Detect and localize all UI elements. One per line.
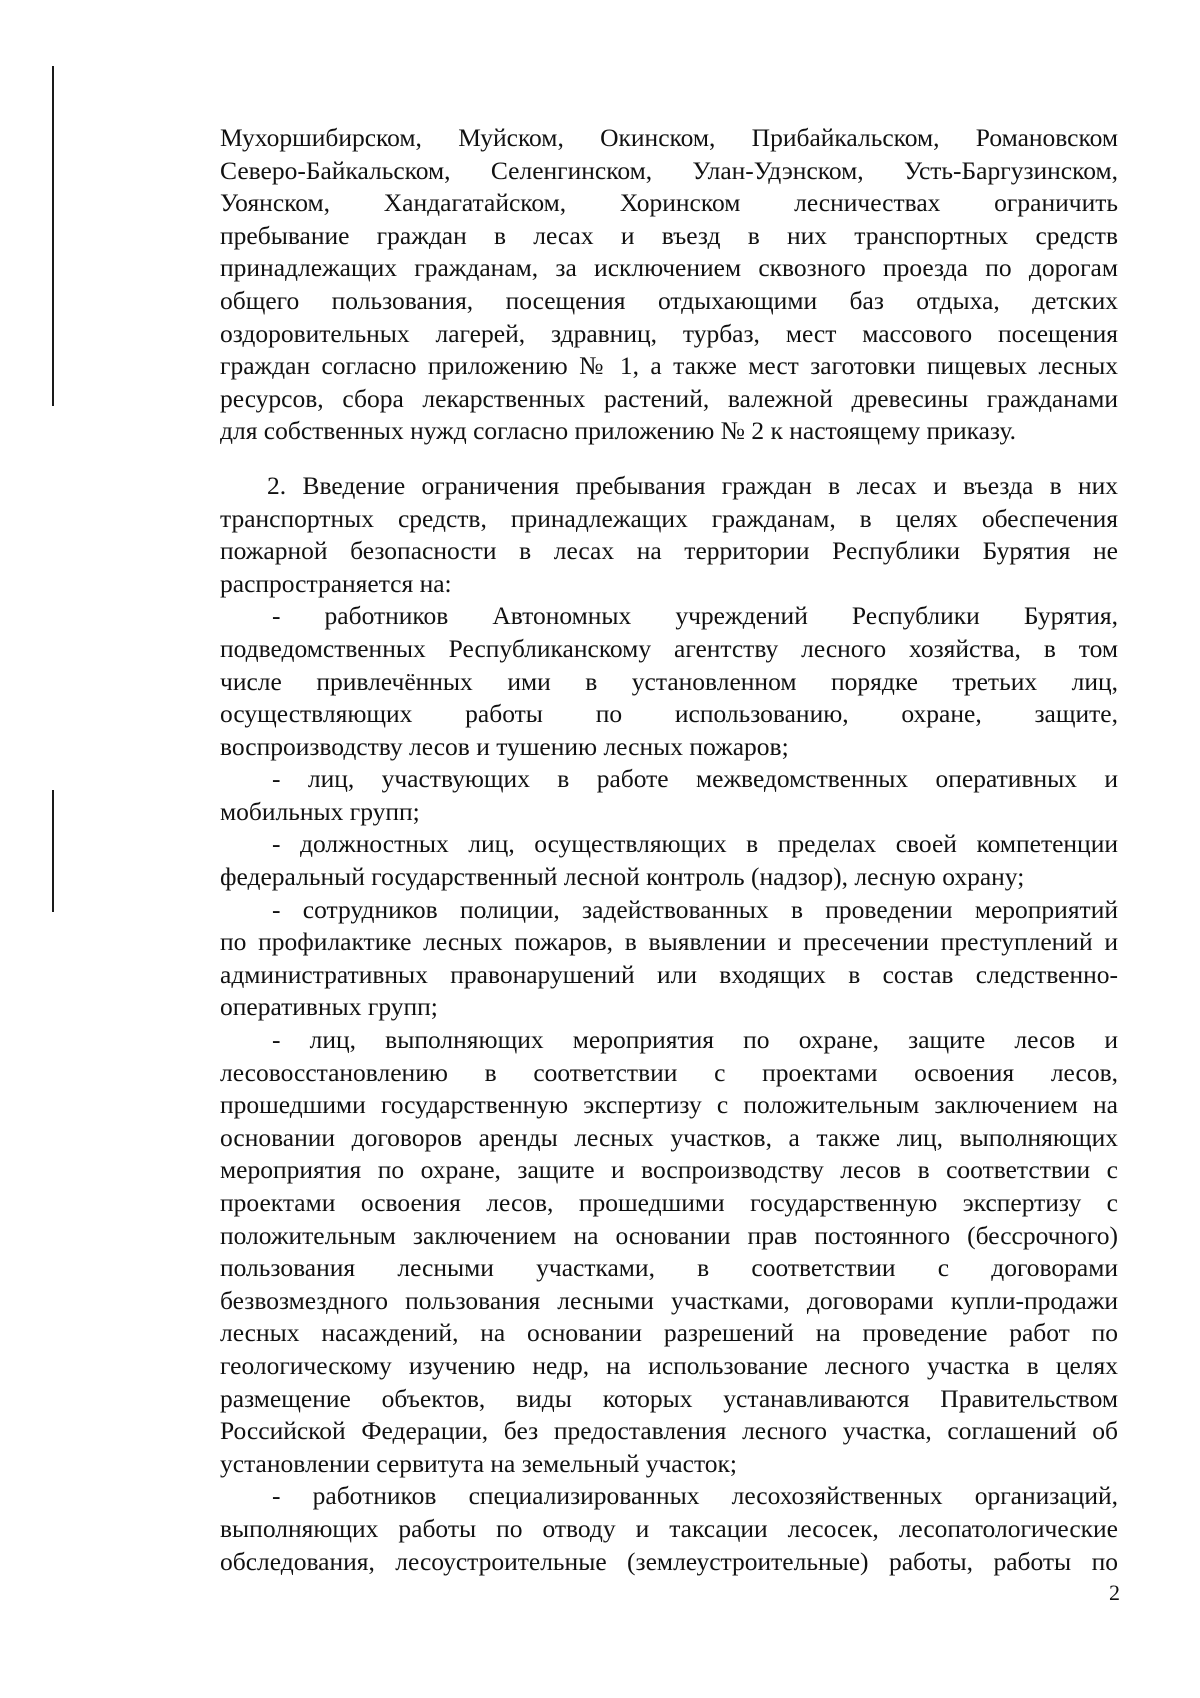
document-body	[220, 122, 1118, 1578]
page-number: 2	[1109, 1580, 1120, 1605]
text-line: мобильных групп;	[220, 796, 420, 826]
text-line: административных правонарушений или входящих в состав следственно-	[220, 959, 1118, 989]
text-line: пожарной безопасности в лесах на территории Республики Бурятия не	[220, 536, 1118, 566]
text-line: оздоровительных лагерей, здравниц, турбаз, мест массового посещения	[220, 318, 1118, 348]
text-line: - лиц, выполняющих мероприятия по охране, защите лесов и	[272, 1025, 1118, 1055]
text-line: - работников Автономных учреждений Республики Бурятия,	[272, 601, 1118, 631]
list-item-forestry-organizations	[220, 1480, 1118, 1578]
text-line: пребывание граждан в лесах и въезд в них транспортных средств	[220, 220, 1118, 250]
text-line: федеральный государственный лесной контроль (надзор), лесную охрану;	[220, 862, 1025, 892]
text-line: воспроизводству лесов и тушению лесных пожаров;	[220, 731, 789, 761]
list-item-forest-control-officials	[220, 828, 1118, 893]
text-line: осуществляющих работы по использованию, охране, защите,	[220, 699, 1118, 729]
paragraph-continuation	[220, 122, 1118, 448]
text-line: общего пользования, посещения отдыхающими баз отдыха, детских	[220, 285, 1118, 315]
text-line: Мухоршибирском, Муйском, Окинском, Прибайкальском, Романовском	[220, 123, 1118, 152]
text-line: геологическому изучению недр, на использование лесного участка в целях	[220, 1350, 1118, 1380]
paragraph-section-2	[220, 470, 1118, 600]
text-line: принадлежащих гражданам, за исключением сквозного проезда по дорогам	[220, 253, 1118, 283]
text-line: Северо-Байкальском, Селенгинском, Улан-Удэнском, Усть-Баргузинском,	[220, 155, 1118, 185]
text-line: ресурсов, сбора лекарственных растений, валежной древесины гражданами	[220, 383, 1118, 413]
text-line: оперативных групп;	[220, 992, 438, 1022]
text-line: обследования, лесоустроительные (землеустроительные) работы, работы по	[220, 1546, 1118, 1576]
text-line: Уоянском, Хандагатайском, Хоринском лесничествах ограничить	[220, 188, 1118, 218]
text-line: мероприятия по охране, защите и воспроизводству лесов в соответствии с	[220, 1155, 1118, 1185]
text-line: основании договоров аренды лесных участков, а также лиц, выполняющих	[220, 1122, 1118, 1152]
text-line: проектами освоения лесов, прошедшими государственную экспертизу с	[220, 1188, 1118, 1217]
text-line: граждан согласно приложению № 1, а также мест заготовки пищевых лесных	[220, 351, 1118, 381]
text-line: по профилактике лесных пожаров, в выявлении и пресечении преступлений и	[220, 927, 1118, 957]
text-line: числе привлечённых ими в установленном порядке третьих лиц,	[220, 666, 1118, 696]
list-item-mobile-groups	[220, 763, 1118, 828]
text-line: - должностных лиц, осуществляющих в пределах своей компетенции	[272, 829, 1118, 859]
text-line: - лиц, участвующих в работе межведомственных оперативных и	[272, 764, 1118, 794]
scan-margin-line	[52, 790, 54, 912]
paragraph-spacer	[220, 448, 1118, 470]
text-line: безвозмездного пользования лесными участками, договорами купли-продажи	[220, 1285, 1118, 1315]
text-line: установлении сервитута на земельный участок;	[220, 1448, 737, 1478]
text-line: для собственных нужд согласно приложению № 2 к настоящему приказу.	[220, 416, 1017, 446]
text-line: подведомственных Республиканскому агентству лесного хозяйства, в том	[220, 633, 1118, 663]
text-line: - работников специализированных лесохозяйственных организаций,	[272, 1481, 1118, 1511]
text-line: положительным заключением на основании прав постоянного (бессрочного)	[220, 1220, 1118, 1250]
scan-margin-line	[52, 66, 54, 406]
text-line: 2. Введение ограничения пребывания граждан в лесах и въезда в них	[267, 470, 1118, 500]
text-line: выполняющих работы по отводу и таксации лесосек, лесопатологические	[220, 1513, 1118, 1543]
text-line: прошедшими государственную экспертизу с положительным заключением на	[220, 1090, 1118, 1120]
text-line: лесных насаждений, на основании разрешений на проведение работ по	[220, 1318, 1118, 1348]
text-line: размещение объектов, виды которых устанавливаются Правительством	[220, 1383, 1118, 1413]
list-item-forest-protection-works	[220, 1024, 1118, 1480]
list-item-autonomous-institutions	[220, 600, 1118, 763]
text-line: - сотрудников полиции, задействованных в проведении мероприятий	[272, 894, 1118, 924]
list-item-police-officers	[220, 894, 1118, 1024]
text-line: Российской Федерации, без предоставления лесного участка, соглашений об	[220, 1416, 1118, 1446]
text-line: транспортных средств, принадлежащих гражданам, в целях обеспечения	[220, 503, 1118, 533]
text-line: лесовосстановлению в соответствии с проектами освоения лесов,	[220, 1057, 1118, 1087]
text-line: распространяется на:	[220, 568, 452, 598]
text-line: пользования лесными участками, в соответствии с договорами	[220, 1253, 1118, 1283]
